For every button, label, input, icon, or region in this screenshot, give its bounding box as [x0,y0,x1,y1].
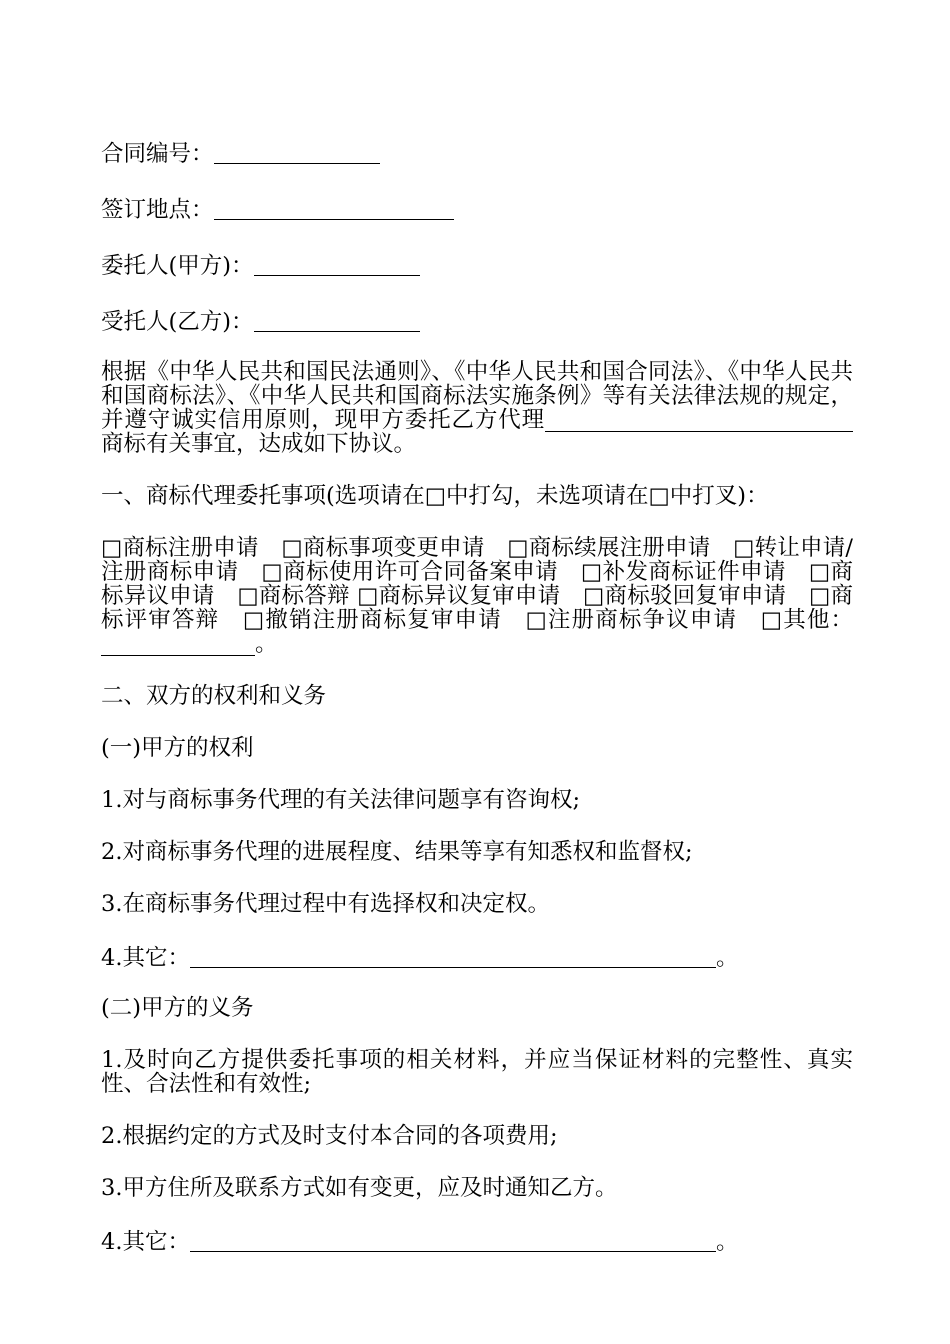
agent-party-b-field [101,308,853,336]
contract-number-blank[interactable] [214,141,380,164]
agent-party-b-blank[interactable] [254,309,420,332]
party-a-right-4-end: 。 [715,945,739,971]
party-a-duty-4 [101,1228,853,1256]
party-a-duty-4-label: 4.其它： [101,1229,190,1255]
party-a-duty-3: 3.甲方住所及联系方式如有变更，应及时通知乙方。 [101,1175,618,1201]
section1-options [101,536,853,656]
signing-place-label: 签订地点： [101,197,214,223]
section1-options-text: □商标注册申请 □商标事项变更申请 □商标续展注册申请 □转让申请/注册商标申请 □商标使用许可合同备案申请 □补发商标证件申请 □商标异议申请 □商标答辩 □商标异议复审申请 □商标驳回复审申请 □商标评审答辩 □撤销注册商标复审申请 □注册商标争议申请 □其他： [101,535,853,633]
party-a-right-1: 1.对与商标事务代理的有关法律问题享有咨询权; [101,787,581,813]
intro-text-after: 商标有关事宜，达成如下协议。 [101,431,417,457]
contract-number-field [101,140,853,168]
intro-text-before: 根据《中华人民共和国民法通则》、《中华人民共和国合同法》、《中华人民共和国商标法》、《中华人民共和国商标法实施条例》等有关法律法规的规定，并遵守诚实信用原则，现甲方委托乙方代理 [101,359,853,433]
party-a-right-2: 2.对商标事务代理的进展程度、结果等享有知悉权和监督权; [101,839,693,865]
party-a-duty-2: 2.根据约定的方式及时支付本合同的各项费用; [101,1123,558,1149]
client-party-a-label: 委托人(甲方)： [101,253,254,279]
section2-title: 二、双方的权利和义务 [101,683,327,709]
party-a-duty-1: 1.及时向乙方提供委托事项的相关材料，并应当保证材料的完整性、真实性、合法性和有效性; [101,1047,853,1097]
intro-blank-2[interactable] [663,413,853,432]
party-a-right-4-blank[interactable] [190,945,716,968]
party-a-duty-4-blank[interactable] [190,1229,716,1252]
other-option-blank[interactable] [101,637,255,656]
signing-place-field [101,196,853,224]
intro-paragraph [101,360,853,456]
section1-title: 一、商标代理委托事项(选项请在□中打勾，未选项请在□中打叉)： [101,483,769,509]
section1-options-end: 。 [255,631,278,657]
intro-blank-1[interactable] [545,413,663,432]
party-a-right-4-label: 4.其它： [101,945,190,971]
contract-document [101,140,853,1284]
party-a-duty-4-end: 。 [715,1229,739,1255]
contract-number-label: 合同编号： [101,141,214,167]
party-a-right-4 [101,944,853,972]
party-a-rights-title: (一)甲方的权利 [101,735,254,761]
client-party-a-field [101,252,853,280]
signing-place-blank[interactable] [214,197,454,220]
client-party-a-blank[interactable] [254,253,420,276]
party-a-duties-title: (二)甲方的义务 [101,995,254,1021]
agent-party-b-label: 受托人(乙方)： [101,309,254,335]
party-a-right-3: 3.在商标事务代理过程中有选择权和决定权。 [101,891,550,917]
